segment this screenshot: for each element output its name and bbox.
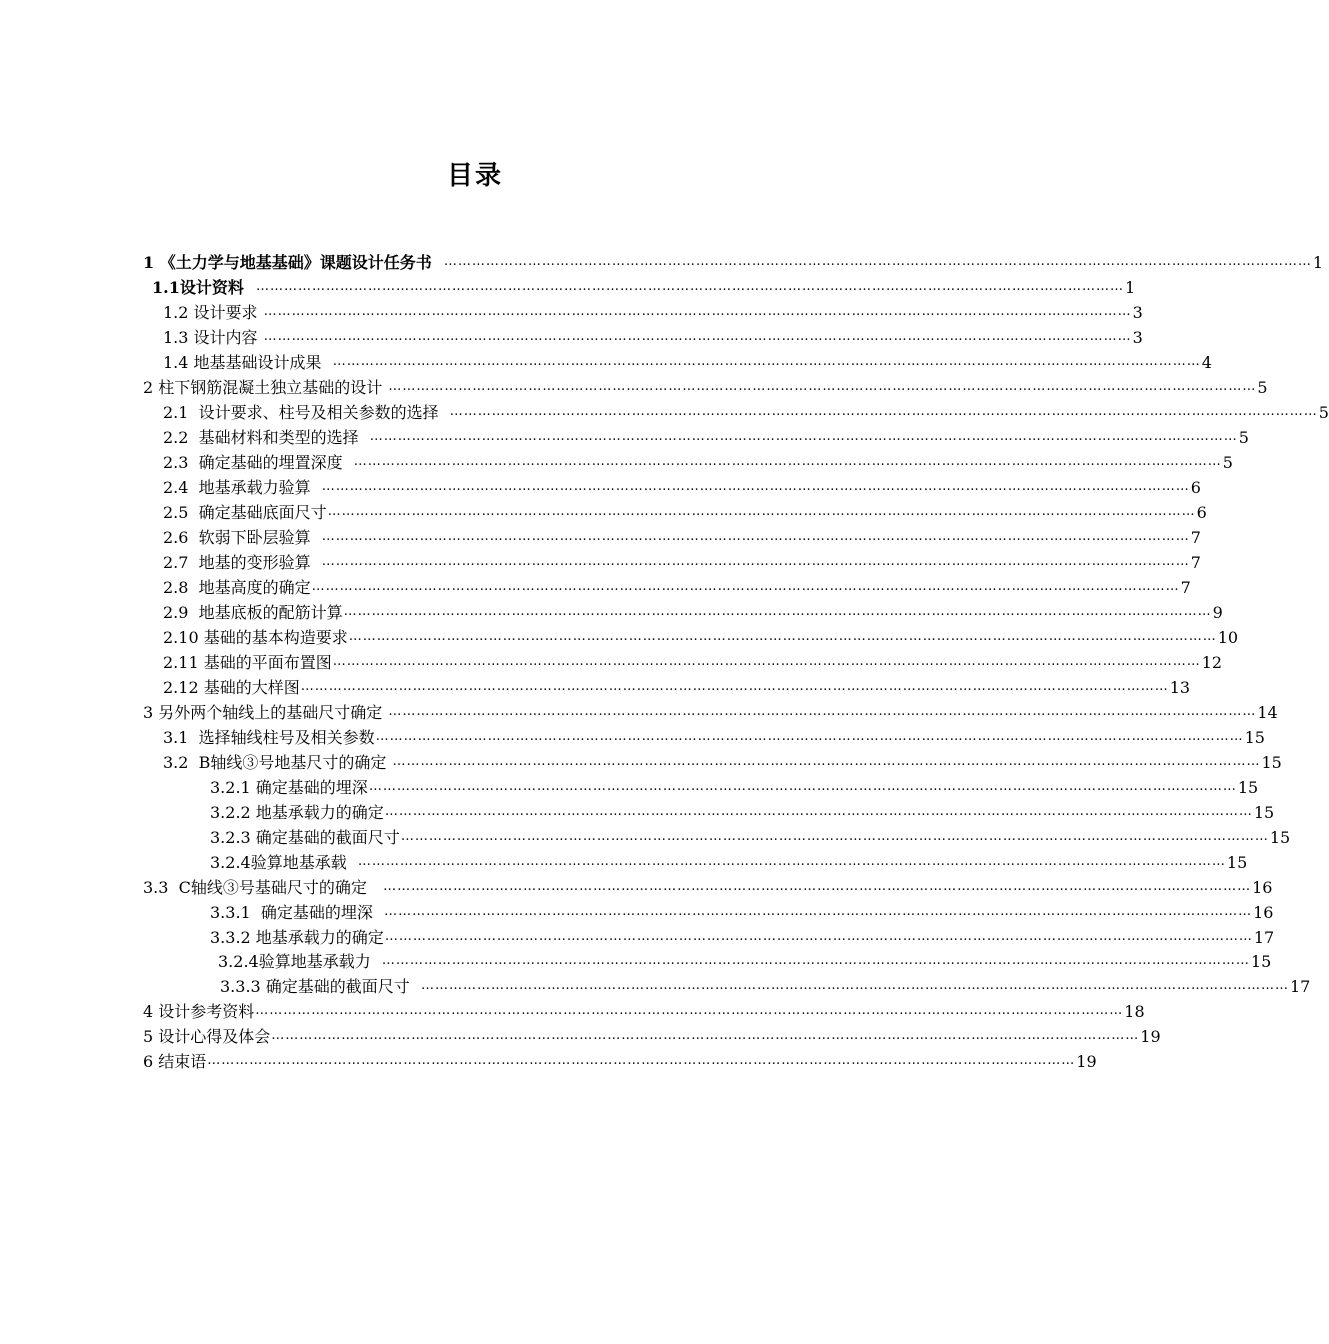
toc-page-number: 15 [1244,728,1265,747]
toc-entry-2-9[interactable] [163,601,1223,625]
toc-leader-dots: …………………………………………………………………………………………………………………………………………………………………… [388,704,1257,719]
toc-entry-2-6[interactable] [163,526,1201,550]
toc-entry-label: 1.3 设计内容 [163,328,263,347]
toc-entry-2-12[interactable] [163,676,1191,700]
toc-entry-label: 1.1设计资料 [152,278,255,297]
toc-page-number: 16 [1252,878,1273,897]
toc-leader-dots: …………………………………………………………………………………………………………………………………………………………………… [353,454,1222,469]
toc-entry-label: 2.2 基础材料和类型的选择 [163,428,369,447]
toc-entry-5[interactable] [143,1025,1161,1049]
toc-leader-dots: …………………………………………………………………………………………………………………………………………………………………… [321,479,1190,494]
toc-page-number: 1 [1312,253,1324,272]
toc-entry-3-3[interactable] [143,876,1273,900]
toc-entry-label: 3 另外两个轴线上的基础尺寸确定 [143,703,388,722]
toc-leader-dots: …………………………………………………………………………………………………………………………………………………………………… [255,279,1124,294]
toc-entry-label: 4 设计参考资料 [143,1002,255,1021]
toc-page-number: 9 [1212,603,1223,622]
toc-leader-dots: …………………………………………………………………………………………………………………………………………………………………… [263,329,1132,344]
toc-leader-dots: …………………………………………………………………………………………………………………………………………………………………… [443,254,1312,269]
toc-entry-label: 2.10 基础的基本构造要求 [163,628,348,647]
toc-leader-dots: …………………………………………………………………………………………………………………………………………………………………… [321,529,1190,544]
toc-entry-label: 3.1 选择轴线柱号及相关参数 [163,728,375,747]
toc-page-number: 19 [1076,1052,1097,1071]
toc-page-number: 15 [1261,753,1282,772]
toc-leader-dots: …………………………………………………………………………………………………………………………………………………………………… [271,1028,1140,1043]
toc-page-number: 17 [1289,977,1311,996]
toc-entry-2-4[interactable] [163,476,1201,500]
toc-entry-2-2[interactable] [163,426,1249,450]
toc-entry-2-11[interactable] [163,651,1223,675]
toc-entry-label: 3.3.3 确定基础的截面尺寸 [220,977,420,996]
toc-leader-dots: …………………………………………………………………………………………………………………………………………………………………… [392,754,1261,769]
toc-entry-label: 5 设计心得及体会 [143,1027,271,1046]
toc-leader-dots: …………………………………………………………………………………………………………………………………………………………………… [207,1053,1076,1068]
toc-entry-label: 2.8 地基高度的确定 [163,578,311,597]
toc-entry-label: 3.2.4验算地基承载力 [218,952,381,971]
toc-page-number: 5 [1222,453,1233,472]
toc-page-number: 7 [1190,528,1201,547]
toc-entry-label: 2.7 地基的变形验算 [163,553,321,572]
toc-entry-label: 2.12 基础的大样图 [163,678,300,697]
toc-leader-dots: …………………………………………………………………………………………………………………………………………………………………… [381,953,1250,968]
toc-entry-1-3[interactable] [163,326,1143,350]
toc-leader-dots: …………………………………………………………………………………………………………………………………………………………………… [449,404,1318,419]
toc-leader-dots: …………………………………………………………………………………………………………………………………………………………………… [368,779,1237,794]
toc-entry-2-10[interactable] [163,626,1239,650]
toc-entry-2-1[interactable] [163,401,1329,425]
toc-page-number: 13 [1169,678,1191,697]
toc-leader-dots: …………………………………………………………………………………………………………………………………………………………………… [384,904,1253,919]
toc-entry-2-5[interactable] [163,501,1207,525]
toc-entry-3-2-1[interactable] [210,776,1259,800]
toc-entry-1-4[interactable] [163,351,1212,375]
toc-entry-1-1[interactable] [152,276,1136,300]
toc-leader-dots: …………………………………………………………………………………………………………………………………………………………………… [300,679,1169,694]
toc-leader-dots: …………………………………………………………………………………………………………………………………………………………………… [332,654,1201,669]
toc-entry-3-2-4[interactable] [210,851,1248,875]
toc-entry-2-7[interactable] [163,551,1201,575]
toc-entry-label: 3.2 B轴线③号地基尺寸的确定 [163,753,392,772]
toc-leader-dots: …………………………………………………………………………………………………………………………………………………………………… [327,504,1196,519]
toc-page-number: 3 [1132,328,1143,347]
toc-page-number: 19 [1140,1027,1161,1046]
toc-leader-dots: …………………………………………………………………………………………………………………………………………………………………… [388,379,1257,394]
toc-entry-3-3-1[interactable] [210,901,1274,925]
toc-entry-1[interactable] [143,251,1324,275]
toc-entry-label: 2.6 软弱下卧层验算 [163,528,321,547]
toc-leader-dots: …………………………………………………………………………………………………………………………………………………………………… [321,554,1190,569]
toc-leader-dots: …………………………………………………………………………………………………………………………………………………………………… [384,804,1253,819]
toc-entry-3-2[interactable] [163,751,1282,775]
toc-entry-label: 2.1 设计要求、柱号及相关参数的选择 [163,403,449,422]
toc-page-number: 10 [1217,628,1239,647]
toc-page-number: 18 [1124,1002,1145,1021]
toc-page-number: 7 [1180,578,1191,597]
toc-entry-2[interactable] [143,376,1268,400]
toc-page-number: 15 [1269,828,1291,847]
toc-entry-label: 3.2.1 确定基础的埋深 [210,778,368,797]
toc-page-number: 6 [1196,503,1207,522]
toc-entry-label: 6 结束语 [143,1052,207,1071]
toc-page-number: 6 [1190,478,1201,497]
toc-entry-6[interactable] [143,1050,1097,1074]
toc-leader-dots: …………………………………………………………………………………………………………………………………………………………………… [343,604,1212,619]
toc-page-number: 16 [1253,903,1274,922]
toc-page-number: 15 [1253,803,1275,822]
toc-entry-3-2-3[interactable] [210,826,1291,850]
toc-page-number: 15 [1237,778,1259,797]
toc-entry-label: 2.3 确定基础的埋置深度 [163,453,353,472]
toc-entry-3-3-3[interactable] [220,975,1311,999]
toc-entry-label: 2.5 确定基础底面尺寸 [163,503,327,522]
toc-leader-dots: …………………………………………………………………………………………………………………………………………………………………… [420,978,1289,993]
toc-entry-label: 3.2.4验算地基承载 [210,853,357,872]
toc-entry-label: 2.4 地基承载力验算 [163,478,321,497]
toc-page-number: 1 [1124,278,1136,297]
page-title: 目录 [446,161,503,191]
toc-page-number: 5 [1257,378,1268,397]
toc-leader-dots: …………………………………………………………………………………………………………………………………………………………………… [332,354,1201,369]
toc-entry-2-8[interactable] [163,576,1191,600]
toc-page-number: 14 [1257,703,1278,722]
toc-entry-label: 1.2 设计要求 [163,303,263,322]
toc-leader-dots: …………………………………………………………………………………………………………………………………………………………………… [311,579,1180,594]
toc-entry-label: 2.9 地基底板的配筋计算 [163,603,343,622]
toc-page-number: 7 [1190,553,1201,572]
toc-entry-3-2-4-repeat[interactable] [218,950,1272,974]
toc-entry-3[interactable] [143,701,1278,725]
toc-page-number: 15 [1226,853,1248,872]
toc-leader-dots: …………………………………………………………………………………………………………………………………………………………………… [369,429,1238,444]
toc-leader-dots: …………………………………………………………………………………………………………………………………………………………………… [375,729,1244,744]
toc-entry-label: 3.3.2 地基承载力的确定 [210,928,384,947]
toc-leader-dots: …………………………………………………………………………………………………………………………………………………………………… [384,929,1253,944]
toc-leader-dots: …………………………………………………………………………………………………………………………………………………………………… [348,629,1217,644]
toc-page-number: 4 [1201,353,1212,372]
toc-page-number: 12 [1201,653,1223,672]
toc-entry-4[interactable] [143,1000,1145,1024]
toc-page-number: 3 [1132,303,1143,322]
toc-leader-dots: …………………………………………………………………………………………………………………………………………………………………… [383,879,1252,894]
toc-page-number: 17 [1253,928,1275,947]
toc-page-number: 15 [1250,952,1272,971]
toc-page-number: 5 [1318,403,1329,422]
toc-entry-label: 3.3 C轴线③号基础尺寸的确定 [143,878,383,897]
toc-entry-1-2[interactable] [163,301,1143,325]
toc-entry-3-2-2[interactable] [210,801,1275,825]
toc-entry-label: 2 柱下钢筋混凝土独立基础的设计 [143,378,388,397]
toc-entry-label: 3.3.1 确定基础的埋深 [210,903,384,922]
toc-entry-2-3[interactable] [163,451,1233,475]
toc-entry-label: 2.11 基础的平面布置图 [163,653,332,672]
toc-entry-3-3-2[interactable] [210,926,1275,950]
toc-page-number: 5 [1238,428,1249,447]
toc-entry-label: 3.2.2 地基承载力的确定 [210,803,384,822]
toc-entry-3-1[interactable] [163,726,1265,750]
toc-leader-dots: …………………………………………………………………………………………………………………………………………………………………… [357,854,1226,869]
toc-leader-dots: …………………………………………………………………………………………………………………………………………………………………… [263,304,1132,319]
toc-entry-label: 3.2.3 确定基础的截面尺寸 [210,828,400,847]
toc-entry-label: 1 《土力学与地基基础》课题设计任务书 [143,253,443,272]
toc-leader-dots: …………………………………………………………………………………………………………………………………………………………………… [255,1003,1124,1018]
toc-leader-dots: …………………………………………………………………………………………………………………………………………………………………… [400,829,1269,844]
toc-entry-label: 1.4 地基基础设计成果 [163,353,332,372]
